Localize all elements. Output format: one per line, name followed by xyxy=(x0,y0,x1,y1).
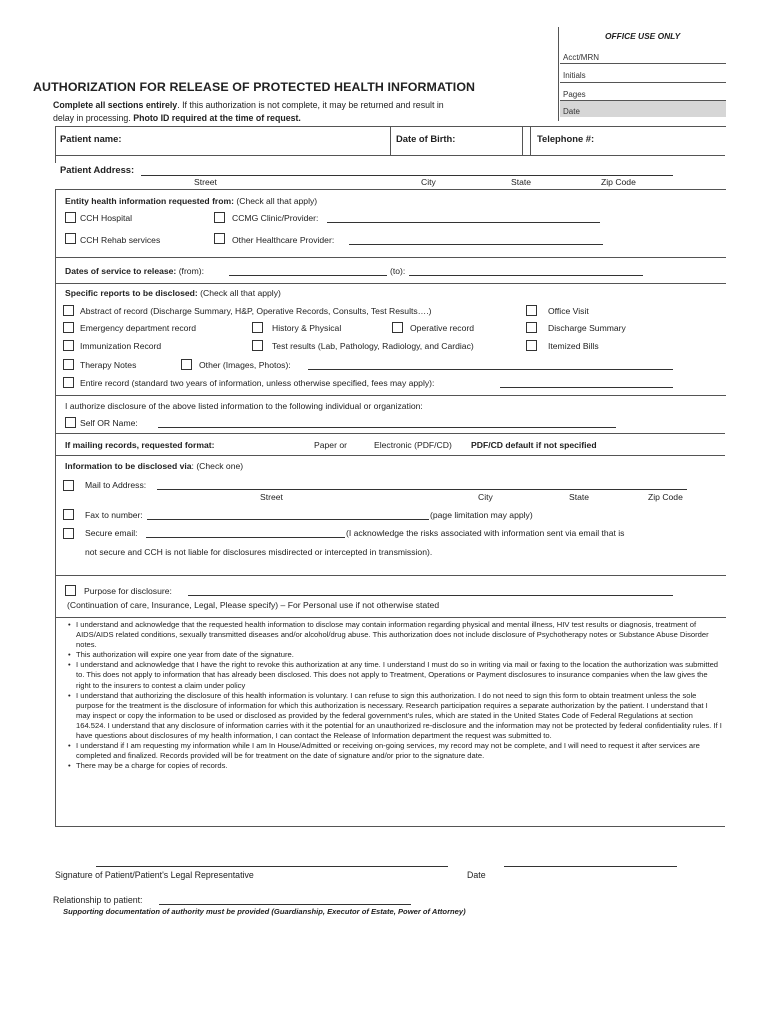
emergency-label: Emergency department record xyxy=(80,323,197,333)
other-provider-label: Other Healthcare Provider: xyxy=(232,235,335,245)
cch-rehab-label: CCH Rehab services xyxy=(80,235,161,245)
date-from-field[interactable] xyxy=(229,275,387,276)
office-box-left-border xyxy=(558,27,559,121)
patient-divider-2 xyxy=(522,126,523,155)
email-note: (I acknowledge the risks associated with information sent via email that is xyxy=(346,528,625,538)
note-text: There may be a charge for copies of records. xyxy=(76,761,228,771)
intro-line2-text: delay in processing. xyxy=(53,113,134,123)
reports-heading xyxy=(65,288,281,298)
discharge-label: Discharge Summary xyxy=(548,323,626,333)
test-results-label: Test results (Lab, Pathology, Radiology, and Cardiac) xyxy=(272,341,474,351)
other-reports-field[interactable] xyxy=(308,369,673,370)
office-initials-label: Initials xyxy=(563,71,586,80)
cch-hospital-label: CCH Hospital xyxy=(80,213,133,223)
email-checkbox[interactable] xyxy=(63,528,74,539)
history-label: History & Physical xyxy=(272,323,342,333)
patient-divider-1 xyxy=(390,126,391,155)
paper-option[interactable]: Paper or xyxy=(314,440,347,450)
note-text: I understand that authorizing the disclosure of this health information is voluntary. I can refuse to sign this authorization. I do not need to sign this form to obtain treatment unless the sole purpose for the treatment is the disclosure of information for which this authorization is necessary. Research participation requires a separate authorization by the patient. I understand that I may inspect or copy the information to be used or disclosed as provided by the federal government's rules, which are stated in the United States Code of Federal Regulations at section 164.524. I understand that any disclosure of information carries with it the potential for an unauthorized re-disclosure and the information may not be protected by federal confidentiality rules. If I have questions about disclosures of my health information, I can contact the Release of Information department the request was submitted to. xyxy=(76,690,722,741)
note-item: • This authorization will expire one year from date of the signature. xyxy=(70,650,724,660)
notes-bottom-border xyxy=(55,826,725,827)
authorize-statement: I authorize disclosure of the above listed information to the following individual or organization: xyxy=(65,401,423,411)
office-acct-line xyxy=(560,63,726,64)
other-reports-label: Other (Images, Photos): xyxy=(199,360,291,370)
supporting-docs-note: Supporting documentation of authority must be provided (Guardianship, Executor of Estate, Power of Attorney) xyxy=(63,907,466,916)
form-title: AUTHORIZATION FOR RELEASE OF PROTECTED HEALTH INFORMATION xyxy=(33,80,476,94)
recipient-row-line xyxy=(55,433,725,434)
entity-heading xyxy=(65,196,317,206)
other-reports-checkbox[interactable] xyxy=(181,359,192,370)
note-text: I understand if I am requesting my information while I am In House/Admitted or receiving on-going services, my record may not be complete, and I will need to request it after services are completed and finalized. Records provided will be for treatment on the date of signature and/or prior to the signature date. xyxy=(76,741,700,761)
immunization-checkbox[interactable] xyxy=(63,340,74,351)
note-item: • There may be a charge for copies of records. xyxy=(70,761,724,771)
office-pages-label: Pages xyxy=(563,90,586,99)
email-field[interactable] xyxy=(146,537,345,538)
office-initials-line xyxy=(560,82,726,83)
other-provider-checkbox[interactable] xyxy=(214,233,225,244)
office-date-label: Date xyxy=(563,107,580,116)
test-results-checkbox[interactable] xyxy=(252,340,263,351)
other-provider-field[interactable] xyxy=(349,244,603,245)
email-note-2: not secure and CCH is not liable for disclosures misdirected or intercepted in transmission). xyxy=(85,547,433,557)
note-text: This authorization will expire one year from date of the signature. xyxy=(76,650,294,660)
format-label: If mailing records, requested format: xyxy=(65,440,215,450)
mail-label: Mail to Address: xyxy=(85,480,147,490)
address-street-label: Street xyxy=(194,177,217,187)
fax-label: Fax to number: xyxy=(85,510,143,520)
cch-rehab-checkbox[interactable] xyxy=(65,233,76,244)
entity-heading-rest: (Check all that apply) xyxy=(234,196,318,206)
electronic-option[interactable]: Electronic (PDF/CD) xyxy=(374,440,452,450)
dates-to-label: (to): xyxy=(390,266,406,276)
patient-address-field[interactable] xyxy=(141,175,673,176)
intro-line-1 xyxy=(53,100,444,110)
signature-label: Signature of Patient/Patient's Legal Representative xyxy=(55,870,254,880)
entity-heading-bold: Entity health information requested from: xyxy=(65,196,235,206)
mail-zip-label: Zip Code xyxy=(648,492,683,502)
note-text: I understand and acknowledge that the requested health information to disclose may contain information regarding physical and mental illness, HIV test results or diagnosis, treatment of AIDS/AIDS related conditions, sexually transmitted diseases and/or alcohol/drug abuse. This authorization does not include disclosure of Psychotherapy notes or Substance Abuse Disorder notes. xyxy=(76,620,709,650)
mail-city-label: City xyxy=(478,492,493,502)
mail-street-label: Street xyxy=(260,492,283,502)
abstract-checkbox[interactable] xyxy=(63,305,74,316)
ccmg-field[interactable] xyxy=(327,222,600,223)
via-heading-rest: : (Check one) xyxy=(191,461,244,471)
note-item: • I understand if I am requesting my information while I am In House/Admitted or receiving on-going services, my record may not be complete, and I will need to request it after services are completed and finalized. Records provided will be for treatment on the date of signature and/or prior to the signature date. xyxy=(70,741,724,761)
signature-date-label: Date xyxy=(467,870,486,880)
pdf-default-note: PDF/CD default if not specified xyxy=(471,440,597,450)
entire-record-label: Entire record (standard two years of information, unless otherwise specified, fees may apply): xyxy=(80,378,435,388)
format-row-line xyxy=(55,455,725,456)
purpose-box xyxy=(55,575,726,618)
photo-id-note: Photo ID required at the time of request. xyxy=(133,113,301,123)
abstract-label: Abstract of record (Discharge Summary, H&P, Operative Records, Consults, Test Results….) xyxy=(80,306,432,316)
address-city-label: City xyxy=(421,177,436,187)
note-item: • I understand and acknowledge that I have the right to revoke this authorization at any time. I understand I must do so in writing via mail or faxing to the location the authorization was submitted to. This does not apply to information that has already been disclosed. This does not apply to Treatment, Operations or Payment disclosures to insurance companies when the law gives the right to the insurers to contest a claim under policy xyxy=(70,660,724,690)
ccmg-label: CCMG Clinic/Provider: xyxy=(232,213,319,223)
notes-left-border xyxy=(55,616,56,826)
dates-label-bold: Dates of service to release: xyxy=(65,266,177,276)
immunization-label: Immunization Record xyxy=(80,341,162,351)
self-or-name-label: Self OR Name: xyxy=(80,418,138,428)
entire-record-checkbox[interactable] xyxy=(63,377,74,388)
via-heading-bold: Information to be disclosed via xyxy=(65,461,192,471)
recipient-name-field[interactable] xyxy=(158,427,616,428)
itemized-checkbox[interactable] xyxy=(526,340,537,351)
reports-heading-rest: (Check all that apply) xyxy=(197,288,281,298)
office-use-title: OFFICE USE ONLY xyxy=(605,31,681,41)
itemized-label: Itemized Bills xyxy=(548,341,599,351)
office-visit-label: Office Visit xyxy=(548,306,589,316)
self-checkbox[interactable] xyxy=(65,417,76,428)
therapy-checkbox[interactable] xyxy=(63,359,74,370)
date-to-field[interactable] xyxy=(409,275,643,276)
ccmg-checkbox[interactable] xyxy=(214,212,225,223)
fax-number-field[interactable] xyxy=(147,519,429,520)
telephone-label: Telephone #: xyxy=(537,133,595,144)
entire-record-field[interactable] xyxy=(500,387,673,388)
dob-label: Date of Birth: xyxy=(396,133,456,144)
note-item: • I understand and acknowledge that the requested health information to disclose may contain information regarding physical and mental illness, HIV test results or diagnosis, treatment of AIDS/AIDS related conditions, sexually transmitted diseases and/or alcohol/drug abuse. This authorization does not include disclosure of Psychotherapy notes or Substance Abuse Disorder notes. xyxy=(70,620,724,650)
office-date-shade xyxy=(560,101,726,117)
fax-note: (page limitation may apply) xyxy=(430,510,533,520)
operative-label: Operative record xyxy=(410,323,475,333)
patient-name-label: Patient name: xyxy=(60,133,122,144)
discharge-checkbox[interactable] xyxy=(526,322,537,333)
history-checkbox[interactable] xyxy=(252,322,263,333)
purpose-field[interactable] xyxy=(188,595,673,596)
acknowledgement-notes xyxy=(60,620,724,771)
intro-line-2 xyxy=(53,113,301,123)
mail-checkbox[interactable] xyxy=(63,480,74,491)
office-visit-checkbox[interactable] xyxy=(526,305,537,316)
fax-checkbox[interactable] xyxy=(63,509,74,520)
therapy-label: Therapy Notes xyxy=(80,360,137,370)
cch-hospital-checkbox[interactable] xyxy=(65,212,76,223)
relationship-label: Relationship to patient: xyxy=(53,895,143,905)
email-label: Secure email: xyxy=(85,528,138,538)
purpose-checkbox[interactable] xyxy=(65,585,76,596)
dates-label xyxy=(65,266,204,276)
intro-rest: . If this authorization is not complete, it may be returned and result in xyxy=(177,100,444,110)
via-heading xyxy=(65,461,243,471)
signature-date-field[interactable] xyxy=(504,866,677,867)
dates-from-label: (from): xyxy=(176,266,204,276)
office-acct-label: Acct/MRN xyxy=(563,53,599,62)
patient-address-label: Patient Address: xyxy=(60,164,135,175)
note-item: • I understand that authorizing the disclosure of this health information is voluntary. I can refuse to sign this authorization. I do not need to sign this form to obtain treatment unless the sole purpose for the treatment is the disclosure of information for which this authorization is necessary. Research participation requires a separate authorization by the patient. I understand that I may inspect or copy the information to be used or disclosed as provided by the federal government's rules, which are stated in the United States Code of Federal Regulations at section 164.524. I understand that any disclosure of information carries with it the potential for an unauthorized re-disclosure and the information may not be protected by federal confidentiality rules. If I have questions about disclosures of my health information, I can contact the Release of Information department the request was submitted to. xyxy=(70,691,724,741)
patient-row-line xyxy=(55,155,725,156)
signature-field[interactable] xyxy=(96,866,448,867)
purpose-note: (Continuation of care, Insurance, Legal, Please specify) – For Personal use if not otherwise stated xyxy=(67,600,440,610)
intro-bold: Complete all sections entirely xyxy=(53,100,178,110)
mail-address-field[interactable] xyxy=(157,489,687,490)
operative-checkbox[interactable] xyxy=(392,322,403,333)
address-zip-label: Zip Code xyxy=(601,177,636,187)
mail-state-label: State xyxy=(569,492,590,502)
note-text: I understand and acknowledge that I have the right to revoke this authorization at any time. I understand I must do so in writing via mail or faxing to the location the authorization was submitted to. This does not apply to information that has already been disclosed. This does not apply to Treatment, Operations or Payment disclosures to insurance companies when the law gives the right to the insurers to contest a claim under policy xyxy=(76,660,719,690)
purpose-label: Purpose for disclosure: xyxy=(84,586,172,596)
address-state-label: State xyxy=(511,177,532,187)
emergency-checkbox[interactable] xyxy=(63,322,74,333)
relationship-field[interactable] xyxy=(159,904,411,905)
patient-divider-3 xyxy=(530,126,531,155)
office-pages-line xyxy=(560,100,726,101)
reports-heading-bold: Specific reports to be disclosed: xyxy=(65,288,198,298)
